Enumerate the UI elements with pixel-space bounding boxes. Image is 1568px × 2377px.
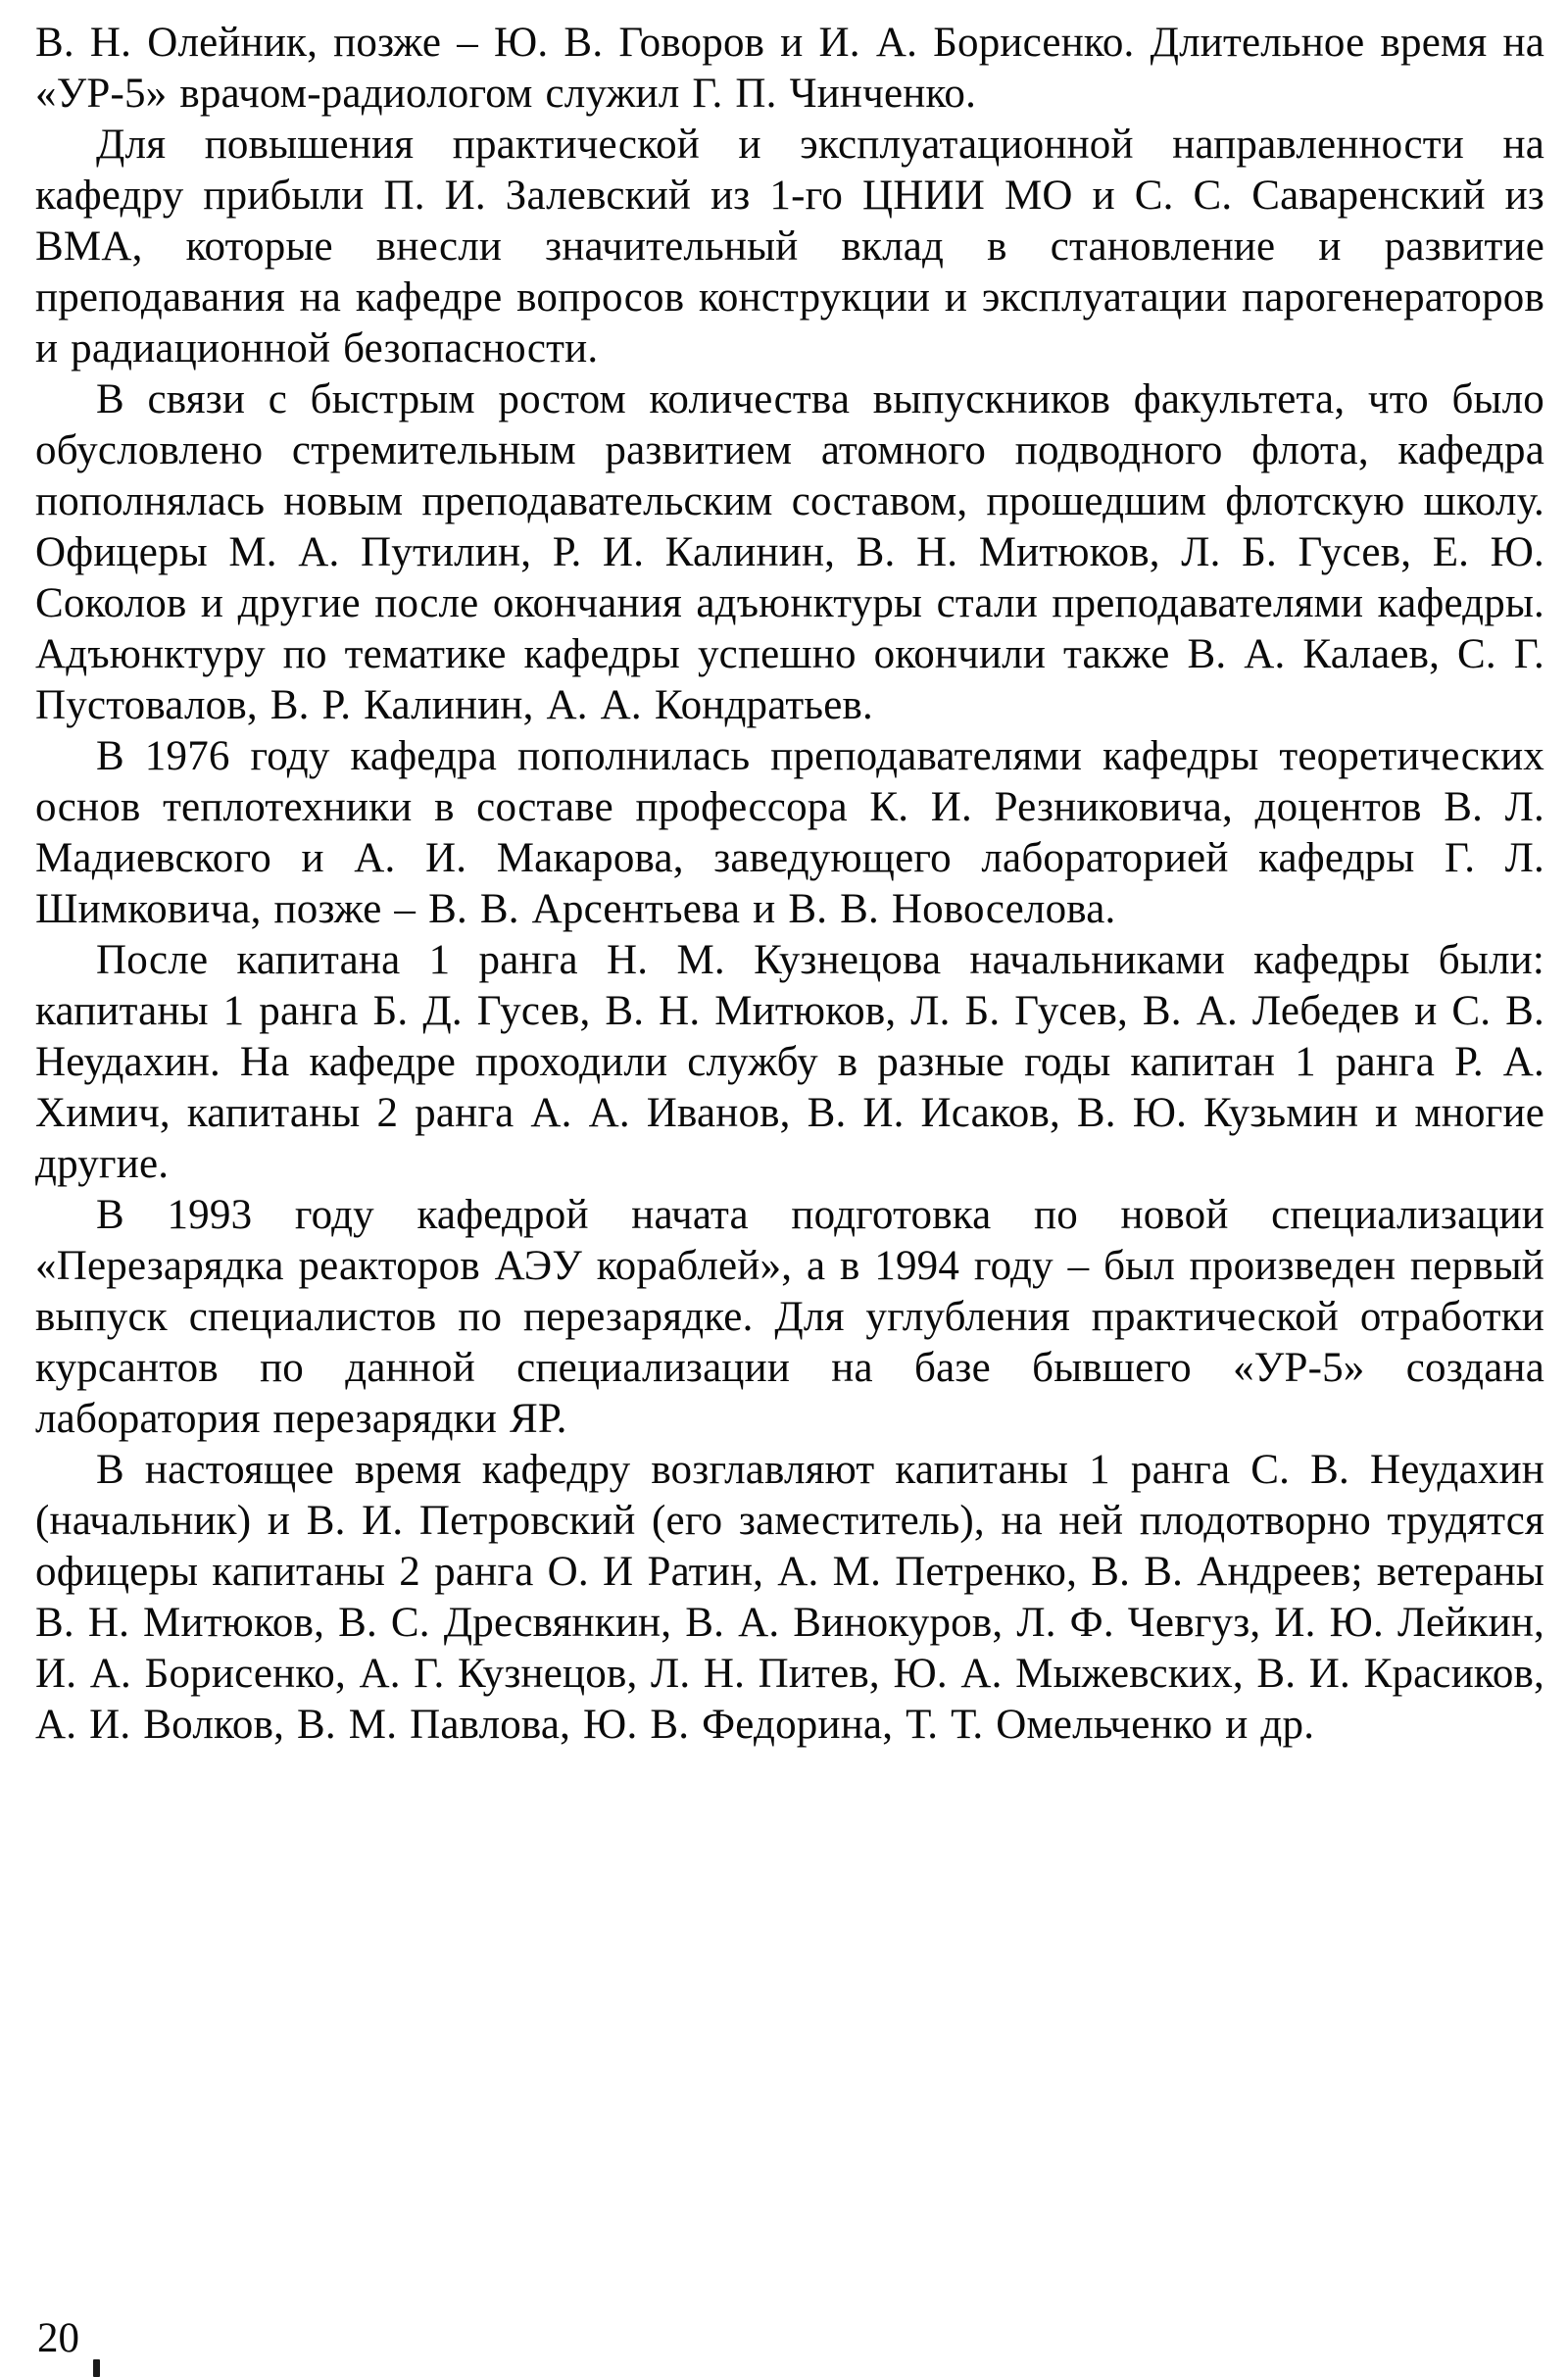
scan-artifact	[93, 2359, 100, 2377]
page-number: 20	[37, 2315, 79, 2361]
paragraph-continuation: В. Н. Олейник, позже – Ю. В. Говоров и И. А. Борисенко. Длительное время на «УР-5» врачом-радиологом служил Г. П. Чинченко.	[35, 20, 1544, 117]
paragraph: В настоящее время кафедру возглавляют капитаны 1 ранга С. В. Неудахин (начальник) и В. И. Петровский (его заместитель), на ней плодотворно трудятся офицеры капитаны 2 ранга О. И Ратин, А. М. Петренко, В. В. Андреев; ветераны В. Н. Митюков, В. С. Дресвянкин, В. А. Винокуров, Л. Ф. Чевгуз, И. Ю. Лейкин, И. А. Борисенко, А. Г. Кузнецов, Л. Н. Питев, Ю. А. Мыжевских, В. И. Красиков, А. И. Волков, В. М. Павлова, Ю. В. Федорина, Т. Т. Омельченко и др.	[35, 1447, 1544, 1748]
paragraph: Для повышения практической и эксплуатационной направленности на кафедру прибыли П. И. Залевский из 1-го ЦНИИ МО и С. С. Саваренский из ВМА, которые внесли значительный вклад в становление и развитие преподавания на кафедре вопросов конструкции и эксплуатации парогенераторов и радиационной безопасности.	[35, 122, 1544, 371]
paragraph: После капитана 1 ранга Н. М. Кузнецова начальниками кафедры были: капитаны 1 ранга Б. Д. Гусев, В. Н. Митюков, Л. Б. Гусев, В. А. Лебедев и С. В. Неудахин. На кафедре проходили службу в разные годы капитан 1 ранга Р. А. Химич, капитаны 2 ранга А. А. Иванов, В. И. Исаков, В. Ю. Кузьмин и многие другие.	[35, 937, 1544, 1187]
paragraph: В 1976 году кафедра пополнилась преподавателями кафедры теоретических основ теплотехники в составе профессора К. И. Резниковича, доцентов В. Л. Мадиевского и А. И. Макарова, заведующего лабораторией кафедры Г. Л. Шимковича, позже – В. В. Арсентьева и В. В. Новоселова.	[35, 733, 1544, 932]
paragraph: В связи с быстрым ростом количества выпускников факультета, что было обусловлено стремительным развитием атомного подводного флота, кафедра пополнялась новым преподавательским составом, прошедшим флотскую школу. Офицеры М. А. Путилин, Р. И. Калинин, В. Н. Митюков, Л. Б. Гусев, Е. Ю. Соколов и другие после окончания адъюнктуры стали преподавателями кафедры. Адъюнктуру по тематике кафедры успешно окончили также В. А. Калаев, С. Г. Пустовалов, В. Р. Калинин, А. А. Кондратьев.	[35, 376, 1544, 728]
paragraph: В 1993 году кафедрой начата подготовка по новой специализации «Перезарядка реакторов АЭУ кораблей», а в 1994 году – был произведен первый выпуск специалистов по перезарядке. Для углубления практической отработки курсантов по данной специализации на базе бывшего «УР-5» создана лаборатория перезарядки ЯР.	[35, 1192, 1544, 1442]
